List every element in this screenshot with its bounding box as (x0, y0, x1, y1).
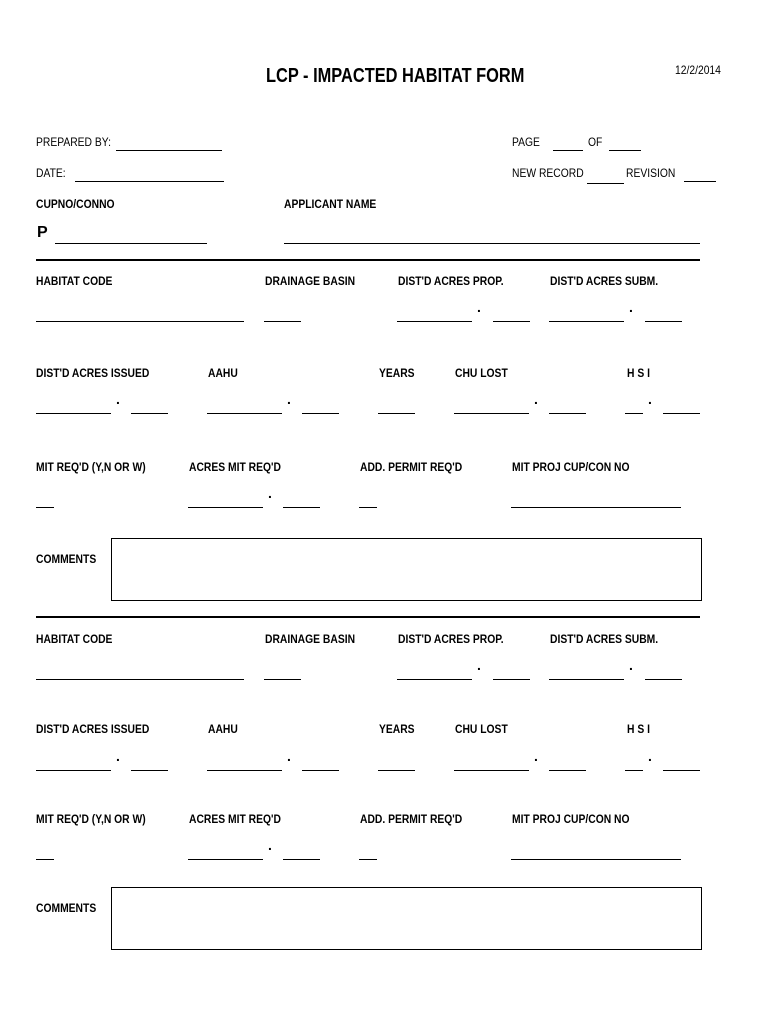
years-field[interactable] (378, 413, 415, 414)
acres-mit-label: ACRES MIT REQ'D (189, 812, 281, 826)
comments-box[interactable] (111, 887, 702, 950)
comments-label: COMMENTS (36, 552, 97, 566)
hsi-label: H S I (627, 722, 650, 736)
add-permit-label: ADD. PERMIT REQ'D (360, 460, 463, 474)
acres-issued-fraction-field[interactable] (131, 413, 168, 414)
acres-subm-fraction-field[interactable] (645, 321, 682, 322)
revision-field[interactable] (684, 181, 716, 182)
cupno-label: CUPNO/CONNO (36, 197, 115, 211)
mit-reqd-field[interactable] (36, 507, 54, 508)
acres-issued-decimal: . (116, 391, 120, 407)
acres-prop-fraction-field[interactable] (493, 321, 530, 322)
page-total-field[interactable] (609, 150, 641, 151)
drainage-basin-label: DRAINAGE BASIN (265, 274, 356, 288)
acres-prop-label: DIST'D ACRES PROP. (398, 632, 504, 646)
section-divider-1 (36, 259, 700, 261)
drainage-basin-label: DRAINAGE BASIN (265, 632, 356, 646)
aahu-decimal: . (287, 391, 291, 407)
acres-issued-whole-field[interactable] (36, 770, 111, 771)
acres-prop-whole-field[interactable] (397, 679, 472, 680)
chu-lost-label: CHU LOST (455, 366, 508, 380)
acres-prop-decimal: . (477, 657, 481, 673)
acres-mit-decimal: . (268, 485, 272, 501)
hsi-whole-field[interactable] (625, 413, 643, 414)
mit-reqd-label: MIT REQ'D (Y,N OR W) (36, 460, 146, 474)
years-label: YEARS (379, 366, 415, 380)
aahu-whole-field[interactable] (207, 413, 282, 414)
aahu-decimal: . (287, 748, 291, 764)
prepared-by-field[interactable] (116, 150, 222, 151)
acres-issued-fraction-field[interactable] (131, 770, 168, 771)
comments-label: COMMENTS (36, 901, 97, 915)
chu-lost-fraction-field[interactable] (549, 770, 586, 771)
form-date: 12/2/2014 (675, 63, 721, 77)
acres-subm-decimal: . (629, 657, 633, 673)
acres-subm-label: DIST'D ACRES SUBM. (550, 274, 659, 288)
acres-mit-whole-field[interactable] (188, 507, 263, 508)
acres-subm-label: DIST'D ACRES SUBM. (550, 632, 659, 646)
habitat-code-label: HABITAT CODE (36, 274, 113, 288)
chu-lost-decimal: . (534, 748, 538, 764)
acres-issued-decimal: . (116, 748, 120, 764)
applicant-name-field[interactable] (284, 243, 700, 244)
cupno-field[interactable] (55, 243, 207, 244)
hsi-whole-field[interactable] (625, 770, 643, 771)
hsi-decimal: . (648, 391, 652, 407)
mit-proj-label: MIT PROJ CUP/CON NO (512, 460, 630, 474)
mit-proj-label: MIT PROJ CUP/CON NO (512, 812, 630, 826)
chu-lost-whole-field[interactable] (454, 770, 529, 771)
new-record-field[interactable] (587, 183, 624, 184)
hsi-fraction-field[interactable] (663, 413, 700, 414)
hsi-fraction-field[interactable] (663, 770, 700, 771)
chu-lost-decimal: . (534, 391, 538, 407)
acres-subm-fraction-field[interactable] (645, 679, 682, 680)
acres-issued-label: DIST'D ACRES ISSUED (36, 722, 150, 736)
habitat-code-field[interactable] (36, 321, 244, 322)
mit-reqd-label: MIT REQ'D (Y,N OR W) (36, 812, 146, 826)
chu-lost-fraction-field[interactable] (549, 413, 586, 414)
new-record-label: NEW RECORD (512, 166, 584, 180)
add-permit-field[interactable] (359, 859, 377, 860)
prepared-by-label: PREPARED BY: (36, 135, 111, 149)
acres-mit-fraction-field[interactable] (283, 859, 320, 860)
cupno-prefix: P (37, 224, 48, 241)
chu-lost-label: CHU LOST (455, 722, 508, 736)
aahu-fraction-field[interactable] (302, 413, 339, 414)
date-label: DATE: (36, 166, 66, 180)
habitat-code-field[interactable] (36, 679, 244, 680)
acres-subm-decimal: . (629, 299, 633, 315)
mit-reqd-field[interactable] (36, 859, 54, 860)
aahu-label: AAHU (208, 722, 238, 736)
acres-mit-label: ACRES MIT REQ'D (189, 460, 281, 474)
mit-proj-field[interactable] (511, 507, 681, 508)
drainage-basin-field[interactable] (264, 679, 301, 680)
add-permit-label: ADD. PERMIT REQ'D (360, 812, 463, 826)
revision-label: REVISION (626, 166, 676, 180)
acres-prop-whole-field[interactable] (397, 321, 472, 322)
hsi-label: H S I (627, 366, 650, 380)
chu-lost-whole-field[interactable] (454, 413, 529, 414)
acres-mit-whole-field[interactable] (188, 859, 263, 860)
acres-subm-whole-field[interactable] (549, 321, 624, 322)
add-permit-field[interactable] (359, 507, 377, 508)
acres-issued-whole-field[interactable] (36, 413, 111, 414)
aahu-fraction-field[interactable] (302, 770, 339, 771)
of-label: OF (588, 135, 603, 149)
page-number-field[interactable] (553, 150, 583, 151)
hsi-decimal: . (648, 748, 652, 764)
drainage-basin-field[interactable] (264, 321, 301, 322)
comments-box[interactable] (111, 538, 702, 601)
date-field[interactable] (75, 181, 224, 182)
mit-proj-field[interactable] (511, 859, 681, 860)
applicant-name-label: APPLICANT NAME (284, 197, 377, 211)
form-title: LCP - IMPACTED HABITAT FORM (266, 65, 525, 87)
habitat-code-label: HABITAT CODE (36, 632, 113, 646)
acres-subm-whole-field[interactable] (549, 679, 624, 680)
years-label: YEARS (379, 722, 415, 736)
acres-prop-fraction-field[interactable] (493, 679, 530, 680)
aahu-label: AAHU (208, 366, 238, 380)
years-field[interactable] (378, 770, 415, 771)
acres-mit-decimal: . (268, 837, 272, 853)
acres-prop-decimal: . (477, 299, 481, 315)
aahu-whole-field[interactable] (207, 770, 282, 771)
acres-mit-fraction-field[interactable] (283, 507, 320, 508)
page-label: PAGE (512, 135, 540, 149)
acres-issued-label: DIST'D ACRES ISSUED (36, 366, 150, 380)
section-divider-2 (36, 616, 700, 618)
acres-prop-label: DIST'D ACRES PROP. (398, 274, 504, 288)
